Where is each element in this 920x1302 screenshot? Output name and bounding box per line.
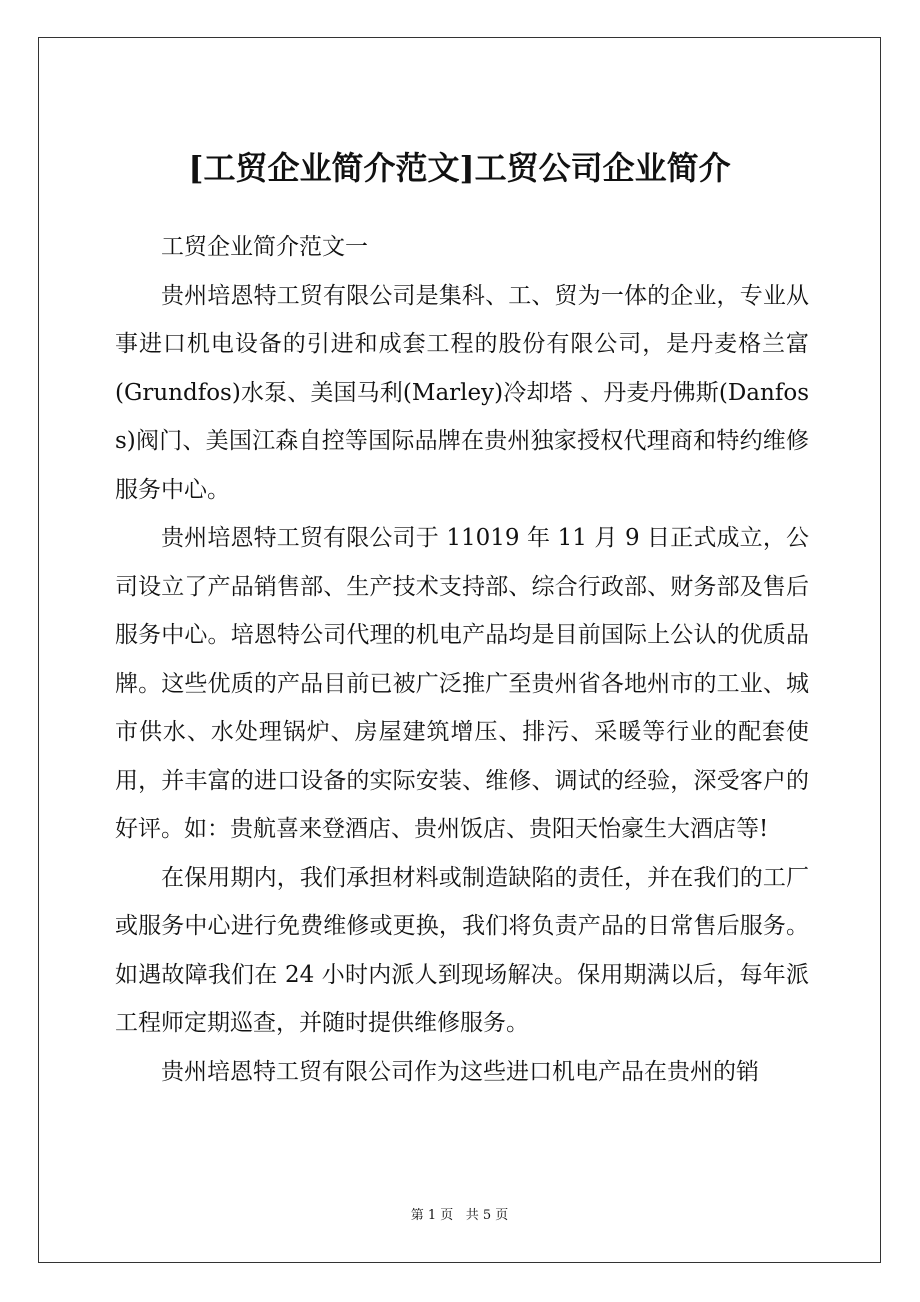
paragraph-sales: 贵州培恩特工贸有限公司作为这些进口机电产品在贵州的销 bbox=[161, 1058, 759, 1085]
page-footer: 第 1 页 共 5 页 bbox=[410, 1208, 509, 1223]
paragraph-company-intro: 贵州培恩特工贸有限公司是集科、工、贸为一体的企业，专业从事进口机电设备的引进和成套工程的股份有限公司，是丹麦格兰富(Grundfos)水泵、美国马利(Marley)冷却塔 、丹麦丹佛斯(Danfoss)阀门、美国江森自控等国际品牌在贵州独家授权代理商和特约维修服务中心。 bbox=[115, 282, 809, 503]
section-subheading: 工贸企业简介范文一 bbox=[161, 234, 368, 260]
paragraph-warranty: 在保用期内，我们承担材料或制造缺陷的责任，并在我们的工厂或服务中心进行免费维修或更换，我们将负责产品的日常售后服务。如遇故障我们在 24 小时内派人到现场解决。保用期满以后，每年派工程师定期巡查，并随时提供维修服务。 bbox=[115, 864, 809, 1036]
document-title: [工贸企业简介范文]工贸公司企业简介 bbox=[188, 149, 731, 187]
document-body bbox=[115, 223, 809, 1096]
paragraph-company-founding: 贵州培恩特工贸有限公司于 11019 年 11 月 9 日正式成立，公司设立了产品销售部、生产技术支持部、综合行政部、财务部及售后服务中心。培恩特公司代理的机电产品均是目前国际上公认的优质品牌。这些优质的产品目前已被广泛推广至贵州省各地州市的工业、城市供水、水处理锅炉、房屋建筑增压、排污、采暖等行业的配套使用，并丰富的进口设备的实际安装、维修、调试的经验，深受客户的好评。如：贵航喜来登酒店、贵州饭店、贵阳天怡豪生大酒店等! bbox=[115, 525, 809, 842]
